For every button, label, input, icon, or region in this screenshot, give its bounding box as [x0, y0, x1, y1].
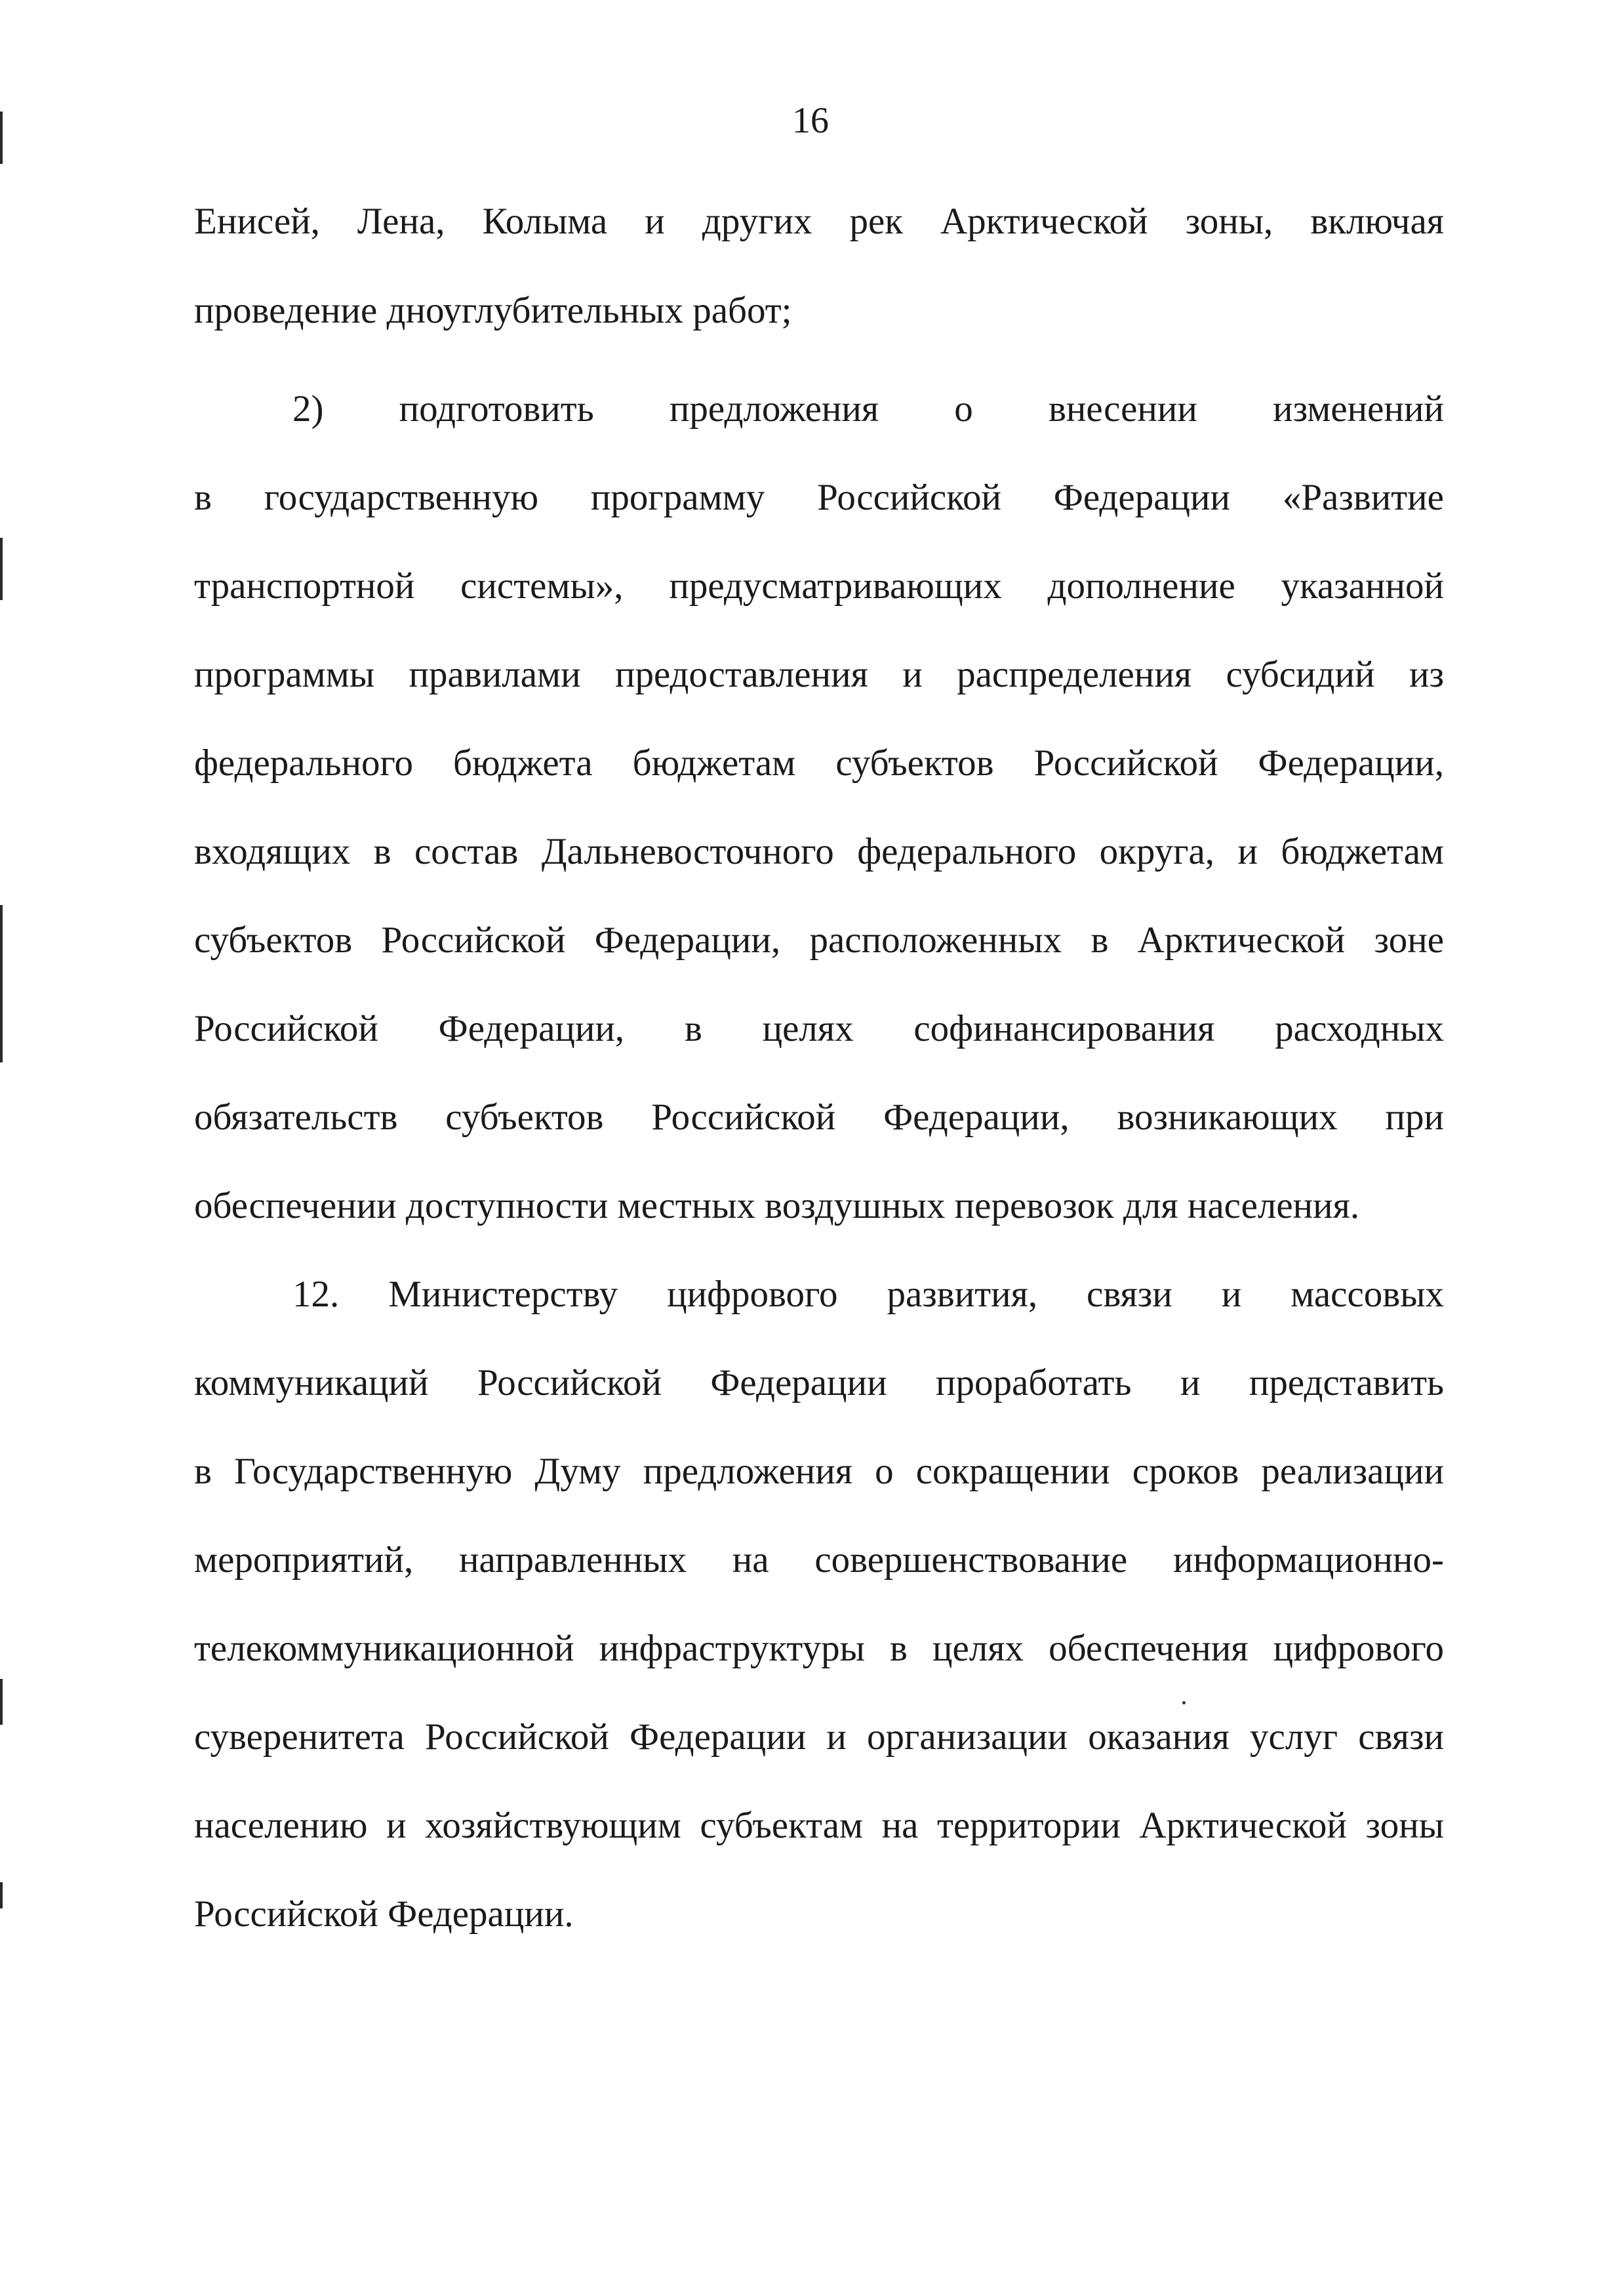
text-line: федерального бюджета бюджетам субъектов Российской Федерации, [194, 742, 1444, 784]
text-line: программы правилами предоставления и распределения субсидий из [194, 654, 1444, 695]
text-line: обязательств субъектов Российской Федерации, возникающих при [194, 1097, 1444, 1138]
text-line: 12. Министерству цифрового развития, связи и массовых [292, 1274, 1444, 1315]
text-line: субъектов Российской Федерации, расположенных в Арктической зоне [194, 919, 1444, 961]
text-line: коммуникаций Российской Федерации проработать и представить [194, 1362, 1444, 1403]
scan-edge-mark [0, 111, 3, 164]
text-line: Енисей, Лена, Колыма и других рек Арктической зоны, включая [194, 201, 1444, 242]
text-line: телекоммуникационной инфраструктуры в целях обеспечения цифрового [194, 1628, 1444, 1669]
text-line: транспортной системы», предусматривающих дополнение указанной [194, 565, 1444, 607]
text-line: населению и хозяйствующим субъектам на территории Арктической зоны [194, 1805, 1444, 1846]
text-line: в Государственную Думу предложения о сокращении сроков реализации [194, 1451, 1444, 1492]
text-line: суверенитета Российской Федерации и организации оказания услуг связи [194, 1716, 1444, 1758]
text-line: входящих в состав Дальневосточного федерального округа, и бюджетам [194, 831, 1444, 872]
text-line: Российской Федерации. [194, 1893, 574, 1935]
text-line: 2) подготовить предложения о внесении изменений [292, 388, 1444, 430]
scan-edge-mark [0, 1679, 3, 1725]
text-line: обеспечении доступности местных воздушных перевозок для населения. [194, 1185, 1360, 1226]
page-number: 16 [792, 100, 829, 141]
scan-edge-mark [0, 538, 3, 600]
scan-edge-mark [0, 1882, 3, 1908]
scan-edge-mark [0, 905, 3, 1062]
text-line: мероприятий, направленных на совершенствование информационно- [194, 1539, 1444, 1581]
text-line: проведение дноуглубительных работ; [194, 290, 792, 331]
scan-speck [1182, 1701, 1186, 1704]
text-line: Российской Федерации, в целях софинансирования расходных [194, 1008, 1444, 1049]
text-line: в государственную программу Российской Федерации «Развитие [194, 477, 1444, 518]
